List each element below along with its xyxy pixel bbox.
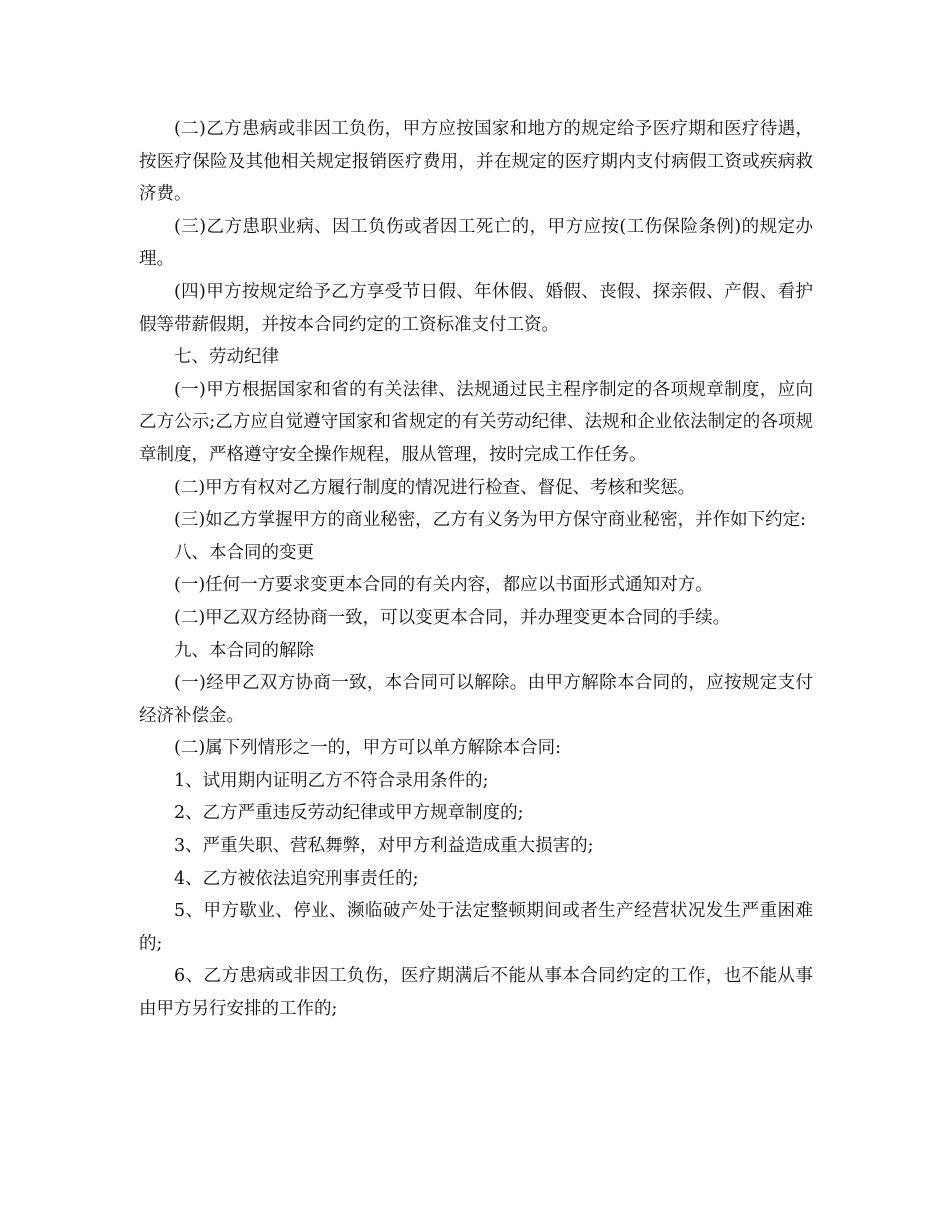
paragraph-sick-leave: (二)乙方患病或非因工负伤，甲方应按国家和地方的规定给予医疗期和医疗待遇，按医疗保险及其他相关规定报销医疗费用，并在规定的医疗期内支付病假工资或疾病救济费。 <box>139 119 813 205</box>
paragraph-termination-by-consent: (一)经甲乙双方协商一致，本合同可以解除。由甲方解除本合同的，应按规定支付经济补偿金。 <box>139 673 813 726</box>
paragraph-paid-leave: (四)甲方按规定给予乙方享受节日假、年休假、婚假、丧假、探亲假、产假、看护假等带薪假期，并按本合同约定的工资标准支付工资。 <box>139 281 813 335</box>
section-heading-contract-termination: 九、本合同的解除 <box>174 640 314 661</box>
section-heading-labor-discipline: 七、劳动纪律 <box>174 347 279 368</box>
section-heading-contract-change: 八、本合同的变更 <box>174 542 314 563</box>
list-item-probation: 1、试用期内证明乙方不符合录用条件的; <box>174 770 489 791</box>
list-item-discipline-violation: 2、乙方严重违反劳动纪律或甲方规章制度的; <box>174 803 524 824</box>
list-item-dereliction: 3、严重失职、营私舞弊，对甲方利益造成重大损害的; <box>174 836 594 857</box>
paragraph-unilateral-termination: (二)属下列情形之一的，甲方可以单方解除本合同: <box>174 738 562 759</box>
list-item-business-difficulty: 5、甲方歇业、停业、濒临破产处于法定整顿期间或者生产经营状况发生严重困难的; <box>139 901 813 954</box>
list-item-medical-incapacity: 6、乙方患病或非因工负伤，医疗期满后不能从事本合同约定的工作，也不能从事由甲方另行安排的工作的; <box>139 966 813 1020</box>
paragraph-change-by-consent: (二)甲乙双方经协商一致，可以变更本合同，并办理变更本合同的手续。 <box>174 607 731 628</box>
paragraph-inspection-rights: (二)甲方有权对乙方履行制度的情况进行检查、督促、考核和奖惩。 <box>174 477 696 498</box>
document-body <box>139 113 813 1026</box>
paragraph-occupational-injury: (三)乙方患职业病、因工负伤或者因工死亡的，甲方应按(工伤保险条例)的规定办理。 <box>139 216 813 270</box>
paragraph-trade-secrets: (三)如乙方掌握甲方的商业秘密，乙方有义务为甲方保守商业秘密，并作如下约定: <box>174 510 807 531</box>
paragraph-change-notice: (一)任何一方要求变更本合同的有关内容，都应以书面形式通知对方。 <box>174 575 713 596</box>
list-item-criminal-liability: 4、乙方被依法追究刑事责任的; <box>174 868 419 889</box>
paragraph-rules-and-regulations: (一)甲方根据国家和省的有关法律、法规通过民主程序制定的各项规章制度，应向乙方公示;乙方应自觉遵守国家和省规定的有关劳动纪律、法规和企业依法制定的各项规章制度，严格遵守安全操作规程，服从管理，按时完成工作任务。 <box>139 379 813 465</box>
